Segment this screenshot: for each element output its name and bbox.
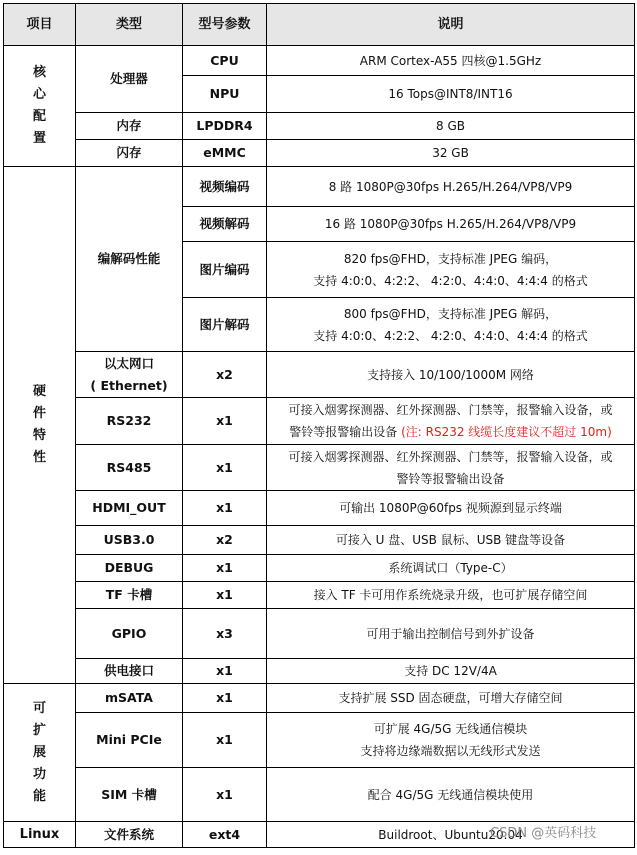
- type-codec: 编解码性能: [76, 167, 183, 352]
- desc-flash: 32 GB: [267, 140, 635, 167]
- rs232-note: (注: RS232 线缆长度建议不超过 10m): [401, 425, 612, 439]
- model-hdmi: x1: [183, 491, 267, 526]
- desc-img-enc: 820 fps@FHD，支持标准 JPEG 编码， 支持 4:0:0、4:2:2、 4:2:0、4:4:0、4:4:4 的格式: [267, 242, 635, 298]
- type-usb: USB3.0: [76, 526, 183, 555]
- model-rs232: x1: [183, 398, 267, 445]
- desc-minipcie: 可扩展 4G/5G 无线通信模块 支持将边缘端数据以无线形式发送: [267, 713, 635, 768]
- model-sim: x1: [183, 768, 267, 822]
- table-row: [4, 140, 635, 167]
- desc-power: 支持 DC 12V/4A: [267, 659, 635, 684]
- table-row: [4, 445, 635, 491]
- model-img-enc: 图片编码: [183, 242, 267, 298]
- table-row: [4, 167, 635, 207]
- type-filesystem: 文件系统: [76, 822, 183, 848]
- model-minipcie: x1: [183, 713, 267, 768]
- table-row: [4, 713, 635, 768]
- table-row: [4, 609, 635, 659]
- type-gpio: GPIO: [76, 609, 183, 659]
- model-video-enc: 视频编码: [183, 167, 267, 207]
- table-row: [4, 659, 635, 684]
- desc-debug: 系统调试口（Type-C）: [267, 555, 635, 582]
- desc-sim: 配合 4G/5G 无线通信模块使用: [267, 768, 635, 822]
- desc-msata: 支持扩展 SSD 固态硬盘，可增大存储空间: [267, 684, 635, 713]
- type-minipcie: Mini PCIe: [76, 713, 183, 768]
- model-tf: x1: [183, 582, 267, 609]
- model-usb: x2: [183, 526, 267, 555]
- type-power: 供电接口: [76, 659, 183, 684]
- model-memory: LPDDR4: [183, 113, 267, 140]
- model-flash: eMMC: [183, 140, 267, 167]
- model-npu: NPU: [183, 76, 267, 113]
- type-rs485: RS485: [76, 445, 183, 491]
- category-linux: Linux: [4, 822, 76, 848]
- spec-table: [3, 3, 635, 848]
- model-video-dec: 视频解码: [183, 207, 267, 242]
- model-gpio: x3: [183, 609, 267, 659]
- model-ethernet: x2: [183, 352, 267, 398]
- desc-rs485: 可接入烟雾探测器、红外探测器、门禁等，报警输入设备，或 警铃等报警输出设备: [267, 445, 635, 491]
- model-power: x1: [183, 659, 267, 684]
- type-sim: SIM 卡槽: [76, 768, 183, 822]
- desc-filesystem: Buildroot、Ubuntu20.04: [267, 822, 635, 848]
- category-core: 核 心 配 置: [4, 46, 76, 167]
- desc-gpio: 可用于输出控制信号到外扩设备: [267, 609, 635, 659]
- desc-cpu: ARM Cortex-A55 四核@1.5GHz: [267, 46, 635, 76]
- desc-hdmi: 可输出 1080P@60fps 视频源到显示终端: [267, 491, 635, 526]
- header-row: [4, 4, 635, 46]
- category-hardware: 硬 件 特 性: [4, 167, 76, 684]
- desc-video-enc: 8 路 1080P@30fps H.265/H.264/VP8/VP9: [267, 167, 635, 207]
- desc-usb: 可接入 U 盘、USB 鼠标、USB 键盘等设备: [267, 526, 635, 555]
- table-row: [4, 582, 635, 609]
- type-flash: 闪存: [76, 140, 183, 167]
- table-row: [4, 684, 635, 713]
- header-type: 类型: [76, 4, 183, 46]
- type-memory: 内存: [76, 113, 183, 140]
- type-tf: TF 卡槽: [76, 582, 183, 609]
- table-row: [4, 526, 635, 555]
- type-debug: DEBUG: [76, 555, 183, 582]
- table-row: [4, 113, 635, 140]
- model-debug: x1: [183, 555, 267, 582]
- desc-tf: 接入 TF 卡可用作系统烧录升级，也可扩展存储空间: [267, 582, 635, 609]
- category-expansion: 可 扩 展 功 能: [4, 684, 76, 822]
- model-rs485: x1: [183, 445, 267, 491]
- desc-memory: 8 GB: [267, 113, 635, 140]
- table-row: [4, 398, 635, 445]
- model-msata: x1: [183, 684, 267, 713]
- desc-npu: 16 Tops@INT8/INT16: [267, 76, 635, 113]
- table-row: [4, 768, 635, 822]
- desc-ethernet: 支持接入 10/100/1000M 网络: [267, 352, 635, 398]
- desc-img-dec: 800 fps@FHD，支持标准 JPEG 解码， 支持 4:0:0、4:2:2、 4:2:0、4:4:0、4:4:4 的格式: [267, 298, 635, 352]
- header-model: 型号参数: [183, 4, 267, 46]
- table-row: [4, 46, 635, 76]
- csdn-watermark: CSDN @英码科技: [490, 826, 597, 841]
- model-cpu: CPU: [183, 46, 267, 76]
- table-row: [4, 491, 635, 526]
- header-category: 项目: [4, 4, 76, 46]
- type-processor: 处理器: [76, 46, 183, 113]
- desc-rs232: 可接入烟雾探测器、红外探测器、门禁等，报警输入设备，或 警铃等报警输出设备 (注: RS232 线缆长度建议不超过 10m): [267, 398, 635, 445]
- type-hdmi: HDMI_OUT: [76, 491, 183, 526]
- model-filesystem: ext4: [183, 822, 267, 848]
- desc-video-dec: 16 路 1080P@30fps H.265/H.264/VP8/VP9: [267, 207, 635, 242]
- model-img-dec: 图片解码: [183, 298, 267, 352]
- type-msata: mSATA: [76, 684, 183, 713]
- table-row: [4, 555, 635, 582]
- type-ethernet: 以太网口 ( Ethernet): [76, 352, 183, 398]
- type-rs232: RS232: [76, 398, 183, 445]
- header-desc: 说明: [267, 4, 635, 46]
- table-row: [4, 352, 635, 398]
